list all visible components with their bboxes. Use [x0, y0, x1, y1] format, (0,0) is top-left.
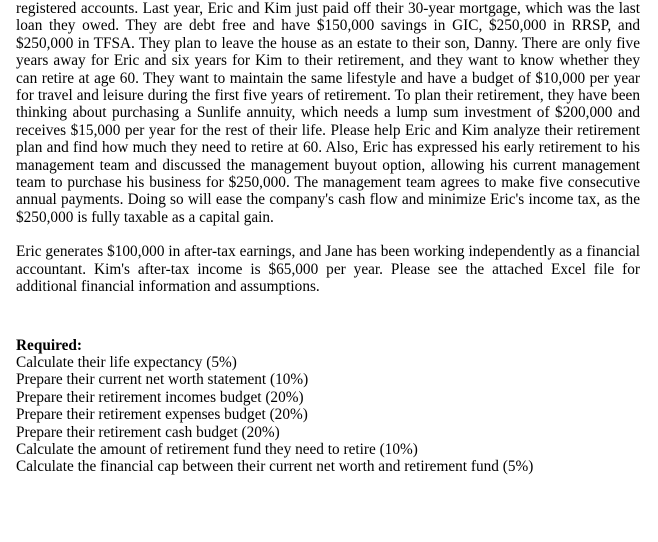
case-paragraph-1: registered accounts. Last year, Eric and Kim just paid off their 30-year mortgage, which was the last loan they owed. They are debt free and have $150,000 savings in GIC, $250,000 in RRSP, and $250,000 in TFSA. They plan to leave the house as an estate to their son, Danny. There are only five years away for Eric and six years for Kim to their retirement, and they want to know whether they can retire at age 60. They want to maintain the same lifestyle and have a budget of $10,000 per year for travel and leisure during the first five years of retirement. To plan their retirement, they have been thinking about purchasing a Sunlife annuity, which needs a lump sum investment of $200,000 and receives $15,000 per year for the rest of their life. Please help Eric and Kim analyze their retirement plan and find how much they need to retire at 60. Also, Eric has expressed his early retirement to his management team and discussed the management buyout option, allowing his current management team to purchase his business for $250,000. The management team agrees to make five consecutive annual payments. Doing so will ease the company's cash flow and minimize Eric's income tax, as the $250,000 is fully taxable as a capital gain. — [16, 0, 640, 226]
required-item-financial-cap: Calculate the financial cap between their current net worth and retirement fund (5%) — [16, 458, 534, 476]
document-body — [16, 0, 640, 476]
required-item-incomes-budget: Prepare their retirement incomes budget (20%) — [16, 388, 304, 406]
required-item-expenses-budget: Prepare their retirement expenses budget (20%) — [16, 406, 308, 424]
required-item-life-expectancy: Calculate their life expectancy (5%) — [16, 353, 237, 371]
case-paragraph-2: Eric generates $100,000 in after-tax earnings, and Jane has been working independently as a financial accountant. Kim's after-tax income is $65,000 per year. Please see the attached Excel file for additional financial information and assumptions. — [16, 243, 640, 296]
required-heading: Required: — [16, 336, 83, 354]
required-item-net-worth: Prepare their current net worth statement (10%) — [16, 371, 309, 389]
required-item-cash-budget: Prepare their retirement cash budget (20%) — [16, 423, 280, 441]
required-list — [16, 354, 640, 476]
required-section — [16, 337, 640, 476]
required-item-retirement-fund: Calculate the amount of retirement fund they need to retire (10%) — [16, 440, 418, 458]
